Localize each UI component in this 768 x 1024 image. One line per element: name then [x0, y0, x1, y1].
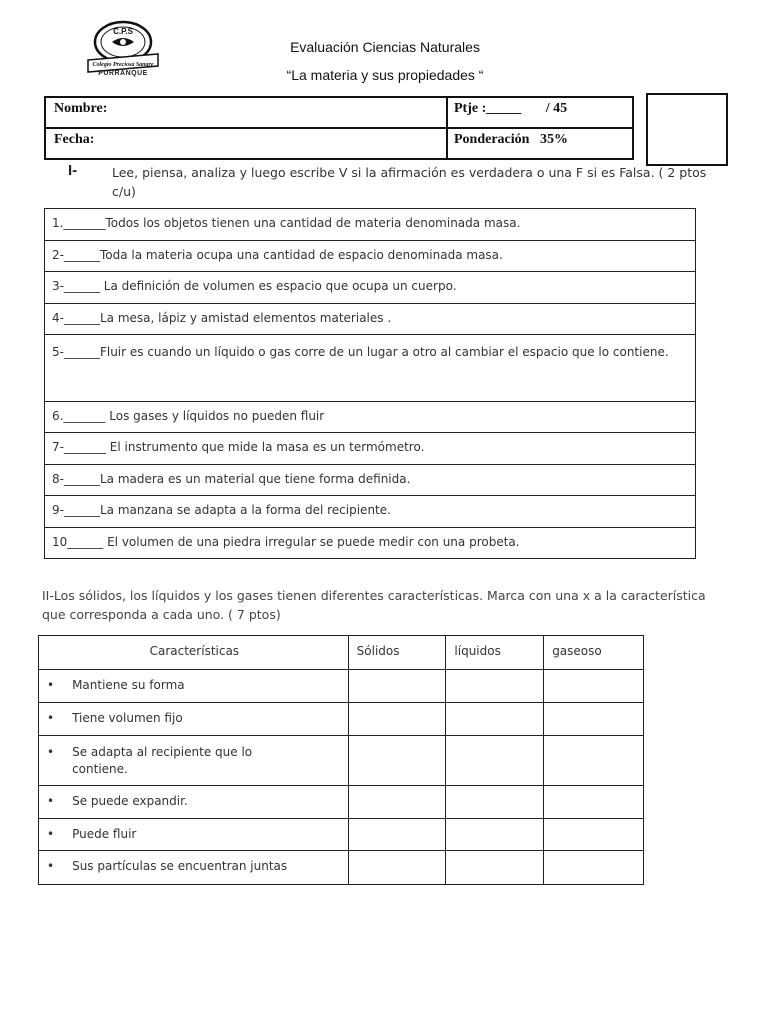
- student-info-table: [44, 96, 634, 160]
- tf-item-2[interactable]: 2-______Toda la materia ocupa una cantidad de espacio denominada masa.: [45, 241, 695, 272]
- solid-cell[interactable]: [348, 786, 446, 819]
- date-field[interactable]: Fecha:: [54, 132, 95, 147]
- row-label: Se puede expandir.: [72, 794, 188, 808]
- liquid-cell[interactable]: [446, 851, 544, 885]
- table-row: • Se adapta al recipiente que lo contiene.: [39, 736, 644, 786]
- tf-item-10[interactable]: 10______ El volumen de una piedra irregular se puede medir con una probeta.: [52, 535, 520, 549]
- liquid-cell[interactable]: [446, 736, 544, 786]
- page-title: Evaluación Ciencias Naturales: [290, 39, 480, 55]
- col-header-solids: Sólidos: [348, 636, 446, 670]
- liquid-cell[interactable]: [446, 819, 544, 851]
- solid-cell[interactable]: [348, 703, 446, 736]
- weight-field: Ponderación 35%: [454, 132, 568, 147]
- name-field[interactable]: Nombre:: [54, 101, 108, 116]
- col-header-characteristics: Características: [39, 636, 349, 670]
- logo-bottom-text: PURRANQUE: [98, 70, 148, 77]
- row-label: Puede fluir: [72, 827, 137, 841]
- page-subtitle: “La materia y sus propiedades “: [286, 67, 484, 83]
- tf-item-3[interactable]: 3-______ La definición de volumen es espacio que ocupa un cuerpo.: [45, 272, 695, 304]
- logo-top-text: C.P.S: [113, 27, 133, 36]
- grade-box[interactable]: [646, 93, 728, 166]
- table-row: • Sus partículas se encuentran juntas: [39, 851, 644, 885]
- col-header-gases: gaseoso: [544, 636, 644, 670]
- solid-cell[interactable]: [348, 736, 446, 786]
- liquid-cell[interactable]: [446, 670, 544, 703]
- true-false-table: [44, 208, 696, 559]
- tf-item-1[interactable]: 1._______Todos los objetos tienen una cantidad de materia denominada masa.: [45, 209, 695, 241]
- tf-item-4[interactable]: 4-______La mesa, lápiz y amistad elementos materiales .: [45, 304, 695, 335]
- row-label: Tiene volumen fijo: [72, 711, 183, 725]
- liquid-cell[interactable]: [446, 703, 544, 736]
- tf-item-5[interactable]: 5-______Fluir es cuando un líquido o gas corre de un lugar a otro al cambiar el espacio que lo contiene.: [45, 335, 695, 402]
- table-row: • Mantiene su forma: [39, 670, 644, 703]
- solid-cell[interactable]: [348, 670, 446, 703]
- gas-cell[interactable]: [544, 736, 644, 786]
- row-label: Se adapta al recipiente que lo contiene.: [72, 745, 253, 776]
- logo-ribbon-text: Colegio Preciosa Sangre: [92, 62, 154, 68]
- section1-instructions: Lee, piensa, analiza y luego escribe V si la afirmación es verdadera o una F si es Falsa. ( 2 ptos c/u): [112, 165, 707, 199]
- col-header-liquids: líquidos: [446, 636, 544, 670]
- gas-cell[interactable]: [544, 670, 644, 703]
- score-field[interactable]: Ptje :_____ / 45: [454, 101, 568, 116]
- tf-item-8[interactable]: 8-______La madera es un material que tiene forma definida.: [45, 465, 695, 496]
- liquid-cell[interactable]: [446, 786, 544, 819]
- characteristics-table: [38, 635, 644, 885]
- solid-cell[interactable]: [348, 819, 446, 851]
- table-row: • Puede fluir: [39, 819, 644, 851]
- gas-cell[interactable]: [544, 819, 644, 851]
- tf-item-9[interactable]: 9-______La manzana se adapta a la forma del recipiente.: [45, 496, 695, 528]
- solid-cell[interactable]: [348, 851, 446, 885]
- table-row: • Tiene volumen fijo: [39, 703, 644, 736]
- table-row: • Se puede expandir.: [39, 786, 644, 819]
- gas-cell[interactable]: [544, 851, 644, 885]
- tf-item-7[interactable]: 7-_______ El instrumento que mide la masa es un termómetro.: [45, 433, 695, 465]
- section1-number: I-: [68, 162, 78, 179]
- tf-item-6[interactable]: 6._______ Los gases y líquidos no pueden fluir: [45, 402, 695, 433]
- section2-instructions: II-Los sólidos, los líquidos y los gases tienen diferentes características. Marca con una x a la característica que corresponda a cada uno. ( 7 ptos): [42, 588, 706, 622]
- gas-cell[interactable]: [544, 703, 644, 736]
- row-label: Sus partículas se encuentran juntas: [72, 859, 288, 873]
- row-label: Mantiene su forma: [72, 678, 185, 692]
- gas-cell[interactable]: [544, 786, 644, 819]
